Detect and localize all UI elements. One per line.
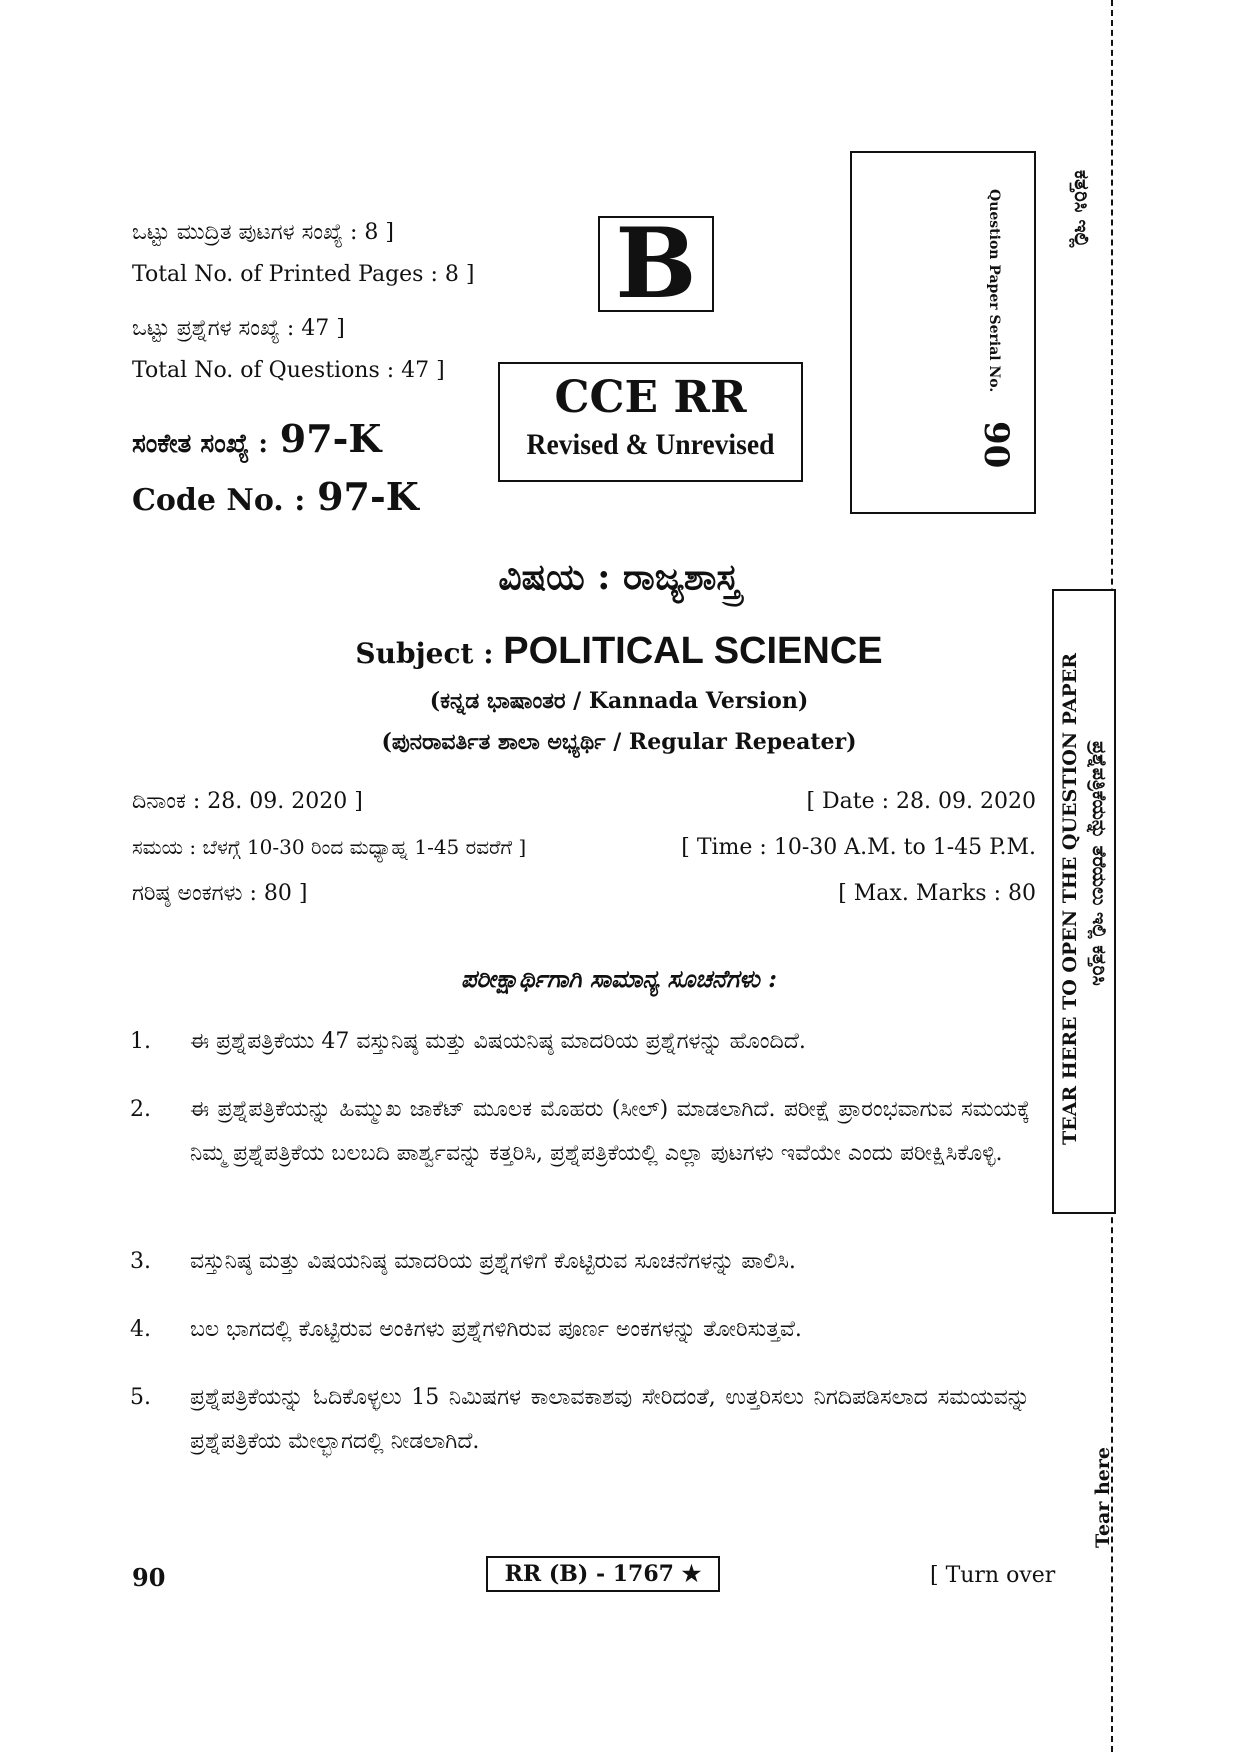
tear-instruction-box (1052, 589, 1116, 1214)
max-marks-kn: ಗರಿಷ್ಠ ಅಂಕಗಳು : 80 ] (132, 881, 308, 906)
serial-number-label: Question Paper Serial No. (986, 189, 1002, 393)
instruction-number: 1. (130, 1029, 151, 1054)
paper-version-letter: B (615, 207, 697, 320)
subject-name: POLITICAL SCIENCE (503, 630, 883, 672)
code-number-en (132, 474, 419, 519)
candidate-type: (ಪುನರಾವರ್ತಿತ ಶಾಲಾ ಅಭ್ಯರ್ಥಿ / Regular Repeater) (381, 729, 857, 755)
instruction-item (130, 1240, 1030, 1284)
time-en: [ Time : 10-30 A.M. to 1-45 P.M. (681, 835, 1036, 860)
date-kn: ದಿನಾಂಕ : 28. 09. 2020 ] (132, 789, 363, 814)
cut-here-kn: ಕತ್ತರಿಸಿ ಇಲ್ಲಿ (1070, 170, 1094, 248)
code-value-en: 97-K (317, 474, 419, 519)
turn-over-label: [ Turn over (930, 1563, 1056, 1588)
tear-instruction-kn: ಪ್ರಶ್ನೆಪತ್ರಿಕೆಯನ್ನು ತೆರೆಯಲು ಇಲ್ಲಿ ಕತ್ತರಿಸಿ (1088, 741, 1110, 986)
tear-here-label: Tear here (1092, 1447, 1114, 1548)
code-label-en: Code No. : (132, 483, 306, 518)
subject-title-kn: ವಿಷಯ : ರಾಜ್ಯಶಾಸ್ತ್ರ (498, 556, 740, 598)
instruction-item (130, 1088, 1030, 1176)
instruction-item (130, 1020, 1030, 1064)
instruction-number: 3. (130, 1249, 151, 1274)
total-questions-en: Total No. of Questions : 47 ] (132, 358, 445, 383)
code-label-kn: ಸಂಕೇತ ಸಂಖ್ಯೆ : (132, 429, 268, 459)
footer-page-code: 90 (132, 1563, 166, 1592)
cce-subtitle: Revised & Unrevised (526, 428, 775, 461)
language-version: (ಕನ್ನಡ ಭಾಷಾಂತರ / Kannada Version) (429, 688, 809, 714)
date-en: [ Date : 28. 09. 2020 (806, 789, 1036, 814)
paper-version-box (598, 207, 714, 320)
instructions-heading: ಪರೀಕ್ಷಾರ್ಥಿಗಾಗಿ ಸಾಮಾನ್ಯ ಸೂಚನೆಗಳು : (461, 964, 777, 993)
instruction-number: 2. (130, 1097, 151, 1122)
cce-title: CCE RR (554, 372, 747, 423)
total-questions-kn: ಒಟ್ಟು ಪ್ರಶ್ನೆಗಳ ಸಂಖ್ಯೆ : 47 ] (132, 316, 345, 341)
instruction-number: 4. (130, 1317, 151, 1342)
max-marks-en: [ Max. Marks : 80 (838, 881, 1036, 906)
printed-pages-en: Total No. of Printed Pages : 8 ] (132, 262, 475, 287)
code-number-kn (132, 416, 381, 461)
time-kn: ಸಮಯ : ಬೆಳಗ್ಗೆ 10-30 ರಿಂದ ಮಧ್ಯಾಹ್ನ 1-45 ರವರೆಗೆ ] (132, 835, 527, 859)
instruction-text: ವಸ್ತುನಿಷ್ಠ ಮತ್ತು ವಿಷಯನಿಷ್ಠ ಮಾದರಿಯ ಪ್ರಶ್ನೆಗಳಿಗೆ ಕೊಟ್ಟಿರುವ ಸೂಚನೆಗಳನ್ನು ಪಾಲಿಸಿ. (190, 1249, 796, 1274)
code-value-kn: 97-K (279, 416, 382, 461)
printed-pages-kn: ಒಟ್ಟು ಮುದ್ರಿತ ಪುಟಗಳ ಸಂಖ್ಯೆ : 8 ] (132, 220, 394, 245)
instruction-text: ಪ್ರಶ್ನೆಪತ್ರಿಕೆಯನ್ನು ಓದಿಕೊಳ್ಳಲು 15 ನಿಮಿಷಗಳ ಕಾಲಾವಕಾಶವು ಸೇರಿದಂತೆ, ಉತ್ತರಿಸಲು ನಿಗದಿಪಡಿಸಲಾದ ಸಮಯವನ್ನು ಪ್ರಶ್ನೆಪತ್ರಿಕೆಯ ಮೇಲ್ಭಾಗದಲ್ಲಿ ನೀಡಲಾಗಿದೆ. (190, 1385, 1030, 1454)
instruction-number: 5. (130, 1385, 151, 1410)
subject-title-en (0, 630, 1238, 673)
instruction-item (130, 1308, 1030, 1352)
cce-box (498, 362, 803, 482)
subject-label: Subject : (355, 637, 494, 670)
tear-instruction-en: TEAR HERE TO OPEN THE QUESTION PAPER (1059, 653, 1081, 1145)
instruction-text: ಈ ಪ್ರಶ್ನೆಪತ್ರಿಕೆಯು 47 ವಸ್ತುನಿಷ್ಠ ಮತ್ತು ವಿಷಯನಿಷ್ಠ ಮಾದರಿಯ ಪ್ರಶ್ನೆಗಳನ್ನು ಹೊಂದಿದೆ. (190, 1029, 806, 1054)
instruction-item (130, 1376, 1030, 1464)
serial-number-box (850, 151, 1036, 514)
serial-number-value: 90 (976, 421, 1016, 469)
instruction-text: ಬಲ ಭಾಗದಲ್ಲಿ ಕೊಟ್ಟಿರುವ ಅಂಕಿಗಳು ಪ್ರಶ್ನೆಗಳಿಗಿರುವ ಪೂರ್ಣ ಅಂಕಗಳನ್ನು ತೋರಿಸುತ್ತವೆ. (190, 1317, 802, 1342)
footer-paper-code: RR (B) - 1767 ★ (486, 1556, 720, 1592)
instruction-text: ಈ ಪ್ರಶ್ನೆಪತ್ರಿಕೆಯನ್ನು ಹಿಮ್ಮುಖ ಜಾಕೆಟ್ ಮೂಲಕ ಮೊಹರು (ಸೀಲ್) ಮಾಡಲಾಗಿದೆ. ಪರೀಕ್ಷೆ ಪ್ರಾರಂಭವಾಗುವ ಸಮಯಕ್ಕೆ ನಿಮ್ಮ ಪ್ರಶ್ನೆಪತ್ರಿಕೆಯ ಬಲಬದಿ ಪಾರ್ಶ್ವವನ್ನು ಕತ್ತರಿಸಿ, ಪ್ರಶ್ನೆಪತ್ರಿಕೆಯಲ್ಲಿ ಎಲ್ಲಾ ಪುಟಗಳು ಇವೆಯೇ ಎಂದು ಪರೀಕ್ಷಿಸಿಕೊಳ್ಳಿ. (190, 1097, 1030, 1166)
